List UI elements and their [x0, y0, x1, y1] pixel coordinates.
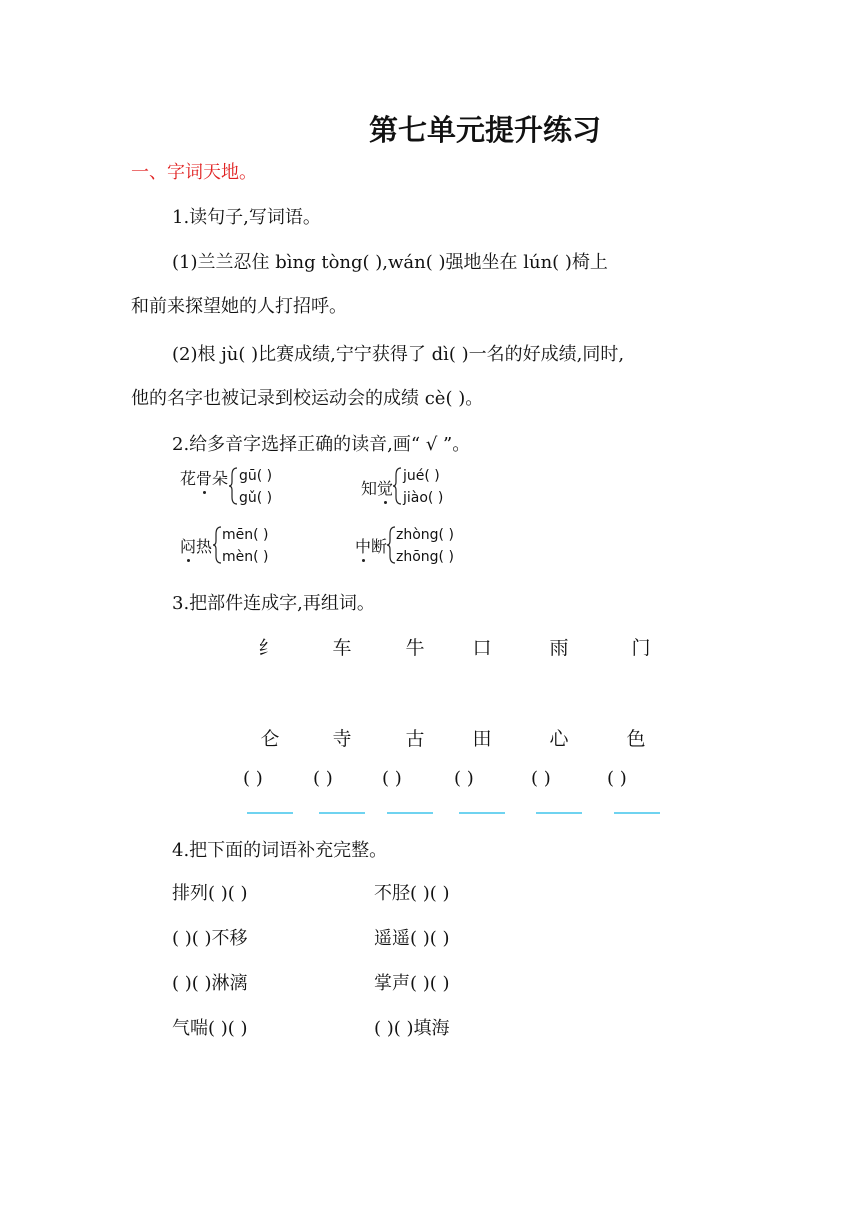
polyphone-item — [361, 476, 393, 499]
page-title: 第七单元提升练习 — [368, 113, 601, 147]
polyphone-word — [180, 469, 228, 488]
word-blank-line[interactable] — [247, 812, 293, 814]
q2-heading: 2.给多音字选择正确的读音,画“ √ ”。 — [172, 434, 471, 455]
answer-blank[interactable]: ( ) — [382, 768, 402, 789]
component-char: 纟 — [258, 637, 278, 659]
answer-blank[interactable]: ( ) — [454, 768, 474, 789]
component-char: 口 — [472, 637, 492, 659]
polyphone-item — [355, 534, 387, 557]
component-char: 田 — [472, 728, 492, 750]
answer-blank[interactable]: ( ) — [531, 768, 551, 789]
word-char: 朵 — [212, 469, 229, 488]
option-2[interactable]: mèn( ) — [222, 549, 269, 565]
option-2[interactable]: zhōng( ) — [396, 549, 454, 565]
brace-icon — [212, 526, 222, 568]
q1-sentence1-line1: (1)兰兰忍住 bìng tòng( ),wán( )强地坐在 lún( )椅上 — [172, 252, 608, 273]
word-blank-line[interactable] — [614, 812, 660, 814]
polyphone-word — [355, 537, 387, 556]
option-1[interactable]: zhòng( ) — [396, 527, 454, 543]
component-char: 古 — [405, 728, 425, 750]
marked-char: 骨 — [196, 466, 212, 489]
q4-heading: 4.把下面的词语补充完整。 — [172, 840, 388, 861]
answer-blank[interactable]: ( ) — [313, 768, 333, 789]
answer-blank[interactable]: ( ) — [607, 768, 627, 789]
word-char: 热 — [196, 537, 213, 556]
brace-icon — [386, 526, 396, 568]
component-char: 车 — [332, 637, 352, 659]
component-char: 门 — [631, 637, 651, 659]
idiom-blank[interactable]: 气喘( )( ) — [172, 1018, 248, 1039]
idiom-blank[interactable]: ( )( )淋漓 — [172, 973, 248, 994]
option-2[interactable]: gǔ( ) — [239, 490, 273, 506]
idiom-blank[interactable]: ( )( )填海 — [374, 1018, 450, 1039]
word-blank-line[interactable] — [536, 812, 582, 814]
polyphone-word — [180, 537, 212, 556]
polyphone-item — [180, 466, 228, 489]
word-blank-line[interactable] — [319, 812, 365, 814]
option-2[interactable]: jiào( ) — [403, 490, 444, 506]
answer-blank[interactable]: ( ) — [243, 768, 263, 789]
idiom-blank[interactable]: 掌声( )( ) — [374, 973, 450, 994]
marked-char: 觉 — [377, 476, 393, 499]
idiom-blank[interactable]: 不胫( )( ) — [374, 883, 450, 904]
q3-heading: 3.把部件连成字,再组词。 — [172, 593, 375, 614]
marked-char: 闷 — [180, 534, 196, 557]
word-blank-line[interactable] — [387, 812, 433, 814]
word-blank-line[interactable] — [459, 812, 505, 814]
section-heading: 一、字词天地。 — [131, 162, 257, 183]
component-char: 心 — [549, 728, 569, 750]
component-char: 牛 — [405, 637, 425, 659]
polyphone-word — [361, 479, 393, 498]
option-1[interactable]: mēn( ) — [222, 527, 269, 543]
q1-sentence2-line2: 他的名字也被记录到校运动会的成绩 cè( )。 — [131, 388, 484, 409]
component-char: 雨 — [549, 637, 569, 659]
component-char: 寺 — [332, 728, 352, 750]
word-char: 花 — [180, 469, 197, 488]
polyphone-item — [180, 534, 212, 557]
marked-char: 中 — [355, 534, 371, 557]
q1-heading: 1.读句子,写词语。 — [172, 207, 321, 228]
idiom-blank[interactable]: 遥遥( )( ) — [374, 928, 450, 949]
brace-icon — [228, 467, 238, 509]
q1-sentence1-line2: 和前来探望她的人打招呼。 — [131, 296, 347, 317]
option-1[interactable]: gū( ) — [239, 468, 273, 484]
brace-icon — [392, 467, 402, 509]
q1-sentence2-line1: (2)根 jù( )比赛成绩,宁宁获得了 dì( )一名的好成绩,同时, — [172, 344, 625, 365]
idiom-blank[interactable]: ( )( )不移 — [172, 928, 248, 949]
option-1[interactable]: jué( ) — [403, 468, 440, 484]
idiom-blank[interactable]: 排列( )( ) — [172, 883, 248, 904]
component-char: 仑 — [260, 728, 280, 750]
word-char: 知 — [361, 479, 378, 498]
word-char: 断 — [371, 537, 388, 556]
component-char: 色 — [626, 728, 646, 750]
